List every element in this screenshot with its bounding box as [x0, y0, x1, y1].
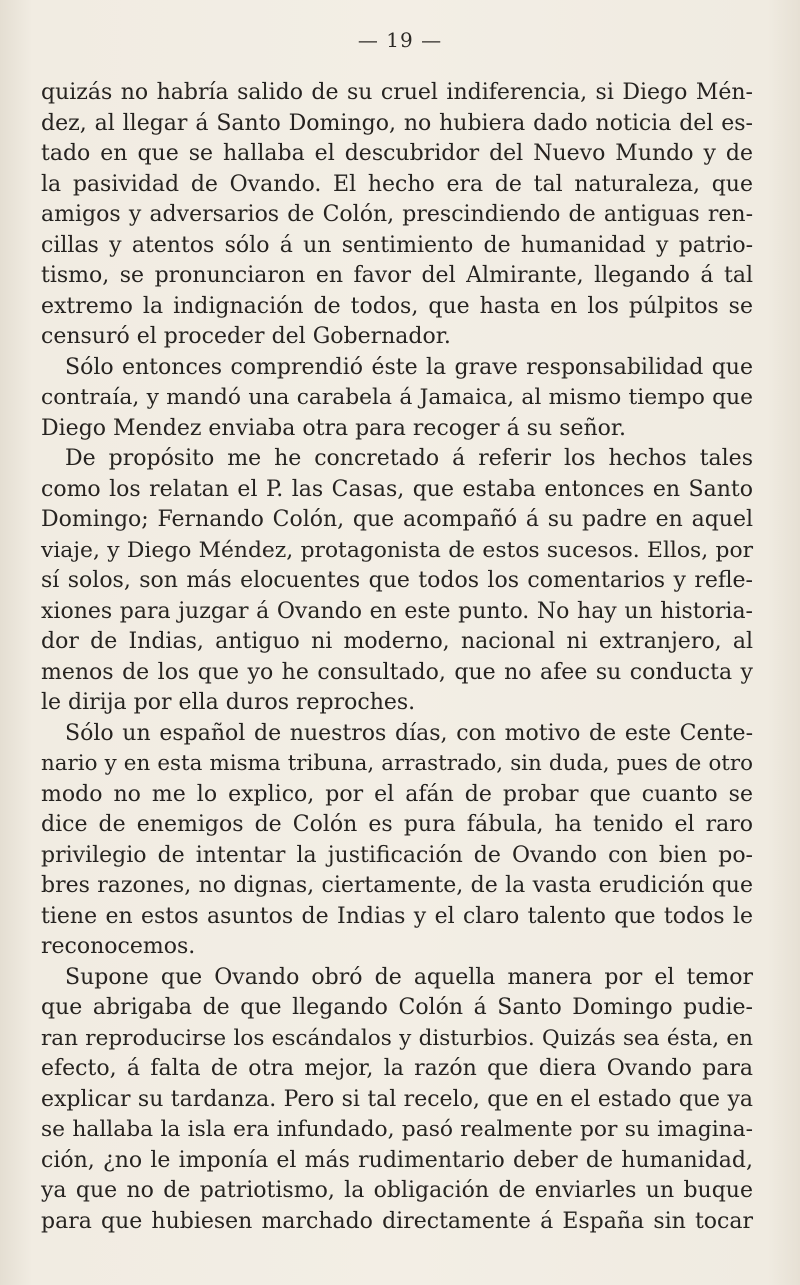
text-line: dor de Indias, antiguo ni moderno, nacional ni extranjero, al — [41, 629, 753, 654]
text-line: reconocemos. — [41, 934, 196, 959]
text-line: dez, al llegar á Santo Domingo, no hubiera dado noticia del es- — [41, 110, 753, 136]
text-line: Sólo entonces comprendió éste la grave responsabilidad que — [65, 354, 753, 380]
text-line: que abrigaba de que llegando Colón á Santo Domingo pudie- — [41, 995, 753, 1020]
text-line: cillas y atentos sólo á un sentimiento de humanidad y patrio- — [41, 232, 753, 258]
text-line: Sólo un español de nuestros días, con motivo de este Cente- — [65, 720, 753, 746]
text-line: menos de los que yo he consultado, que no afee su conducta y — [41, 659, 753, 685]
text-line: como los relatan el P. las Casas, que estaba entonces en Santo — [41, 476, 753, 502]
text-line: amigos y adversarios de Colón, prescindiendo de antiguas ren- — [41, 202, 753, 227]
text-line: sí solos, son más elocuentes que todos los comentarios y refle- — [41, 568, 753, 593]
text-line: extremo la indignación de todos, que hasta en los púlpitos se — [41, 293, 753, 319]
text-line: De propósito me he concretado á referir los hechos tales — [65, 446, 753, 471]
text-line: tismo, se pronunciaron en favor del Almirante, llegando á tal — [41, 263, 753, 288]
text-line: ran reproducirse los escándalos y disturbios. Quizás sea ésta, en — [41, 1025, 753, 1051]
text-line: quizás no habría salido de su cruel indiferencia, si Diego Mén- — [41, 80, 753, 105]
text-line: nario y en esta misma tribuna, arrastrado, sin duda, pues de otro — [41, 751, 753, 776]
text-line: para que hubiesen marchado directamente á España sin tocar — [41, 1208, 753, 1234]
text-line: tiene en estos asuntos de Indias y el claro talento que todos le — [41, 903, 753, 929]
text-line: ción, ¿no le imponía el más rudimentario deber de humanidad, — [41, 1147, 753, 1173]
text-line: efecto, á falta de otra mejor, la razón que diera Ovando para — [41, 1056, 753, 1081]
text-line: modo no me lo explico, por el afán de probar que cuanto se — [41, 781, 753, 807]
text-line: Supone que Ovando obró de aquella manera por el temor — [65, 964, 753, 990]
text-line: censuró el proceder del Gobernador. — [41, 324, 451, 349]
page-number: — 19 — — [357, 28, 443, 52]
text-line: la pasividad de Ovando. El hecho era de tal naturaleza, que — [41, 171, 753, 197]
text-line: ya que no de patriotismo, la obligación de enviarles un buque — [41, 1178, 753, 1203]
body-text — [41, 78, 753, 1237]
text-line: bres razones, no dignas, ciertamente, de la vasta erudición que — [41, 873, 753, 898]
text-line: viaje, y Diego Méndez, protagonista de estos sucesos. Ellos, por — [41, 537, 753, 563]
text-line: contraía, y mandó una carabela á Jamaica, al mismo tiempo que — [41, 385, 753, 410]
text-line: Diego Mendez enviaba otra para recoger á su señor. — [41, 415, 627, 441]
text-line: xiones para juzgar á Ovando en este punto. No hay un historia- — [41, 598, 753, 624]
text-line: Domingo; Fernando Colón, que acompañó á su padre en aquel — [41, 507, 753, 532]
text-line: se hallaba la isla era infundado, pasó realmente por su imagina- — [41, 1117, 753, 1142]
text-line: privilegio de intentar la justificación de Ovando con bien po- — [41, 842, 753, 868]
text-line: tado en que se hallaba el descubridor del Nuevo Mundo y de — [41, 141, 753, 166]
text-line: dice de enemigos de Colón es pura fábula, ha tenido el raro — [41, 812, 753, 837]
text-line: le dirija por ella duros reproches. — [41, 690, 416, 715]
text-line: explicar su tardanza. Pero si tal recelo, que en el estado que ya — [41, 1086, 753, 1112]
